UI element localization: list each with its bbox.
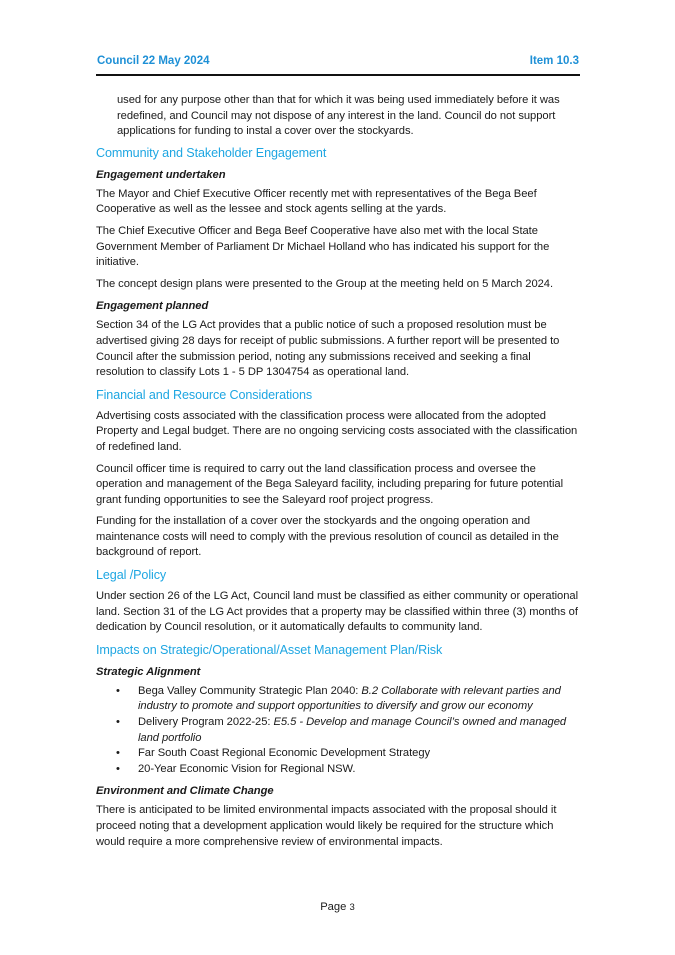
environment-heading: Environment and Climate Change <box>96 785 274 798</box>
list-item-text: Bega Valley Community Strategic Plan 2040: <box>138 684 362 697</box>
paragraph: There is anticipated to be limited environmental impacts associated with the proposal should it proceed noting that a development application would likely be required for the structure which would require a more comprehensive review of environmental impacts. <box>96 804 557 848</box>
list-item-text: Delivery Program 2022-25: <box>138 716 274 729</box>
paragraph: Funding for the installation of a cover over the stockyards and the ongoing operation and maintenance costs will need to comply with the previous resolution of council as detailed in the background of report. <box>96 515 559 559</box>
paragraph: The Chief Executive Officer and Bega Beef Cooperative have also met with the local State Government Member of Parliament Dr Michael Holland who has indicated his support for the initiative. <box>96 224 550 269</box>
community-engagement-heading: Community and Stakeholder Engagement <box>96 145 327 160</box>
page-header <box>96 54 580 76</box>
list-item <box>96 746 580 762</box>
list-item <box>96 715 580 746</box>
strategic-alignment-heading: Strategic Alignment <box>96 665 201 678</box>
paragraph: Under section 26 of the LG Act, Council land must be classified as either community or operational land. Section 31 of the LG Act provides that a property may be classified within three (3) months of dedication by Council resolution, or it automatically defaults to community land. <box>96 590 579 634</box>
page-number: 3 <box>349 902 355 913</box>
impacts-heading: Impacts on Strategic/Operational/Asset Management Plan/Risk <box>96 642 443 657</box>
bullet-icon: • <box>116 716 120 729</box>
page-label: Page <box>320 901 350 913</box>
paragraph: Council officer time is required to carry out the land classification process and oversee the operation and management of the Bega Saleyard facility, including preparing for future potential grant funding opportunities to see the Saleyard roof project progress. <box>96 462 564 506</box>
report-body <box>96 93 580 856</box>
list-item-italic: B.2 Collaborate with relevant parties and industry to promote and support opportunities to diversify and grow our economy <box>138 684 561 713</box>
bullet-icon: • <box>116 762 120 775</box>
paragraph: The concept design plans were presented to the Group at the meeting held on 5 March 2024. <box>96 277 554 290</box>
paragraph: Section 34 of the LG Act provides that a public notice of such a proposed resolution must be advertised giving 28 days for receipt of public submissions. A further report will be presented to Council after the submission period, noting any submissions received and seeking a final resolution to classify Lots 1 - 5 DP 1304754 as operational land. <box>96 319 560 379</box>
page-footer <box>0 901 675 913</box>
bullet-icon: • <box>116 684 120 697</box>
list-item-text: 20-Year Economic Vision for Regional NSW. <box>138 762 356 775</box>
bullet-icon: • <box>116 747 120 760</box>
engagement-planned-heading: Engagement planned <box>96 300 209 313</box>
strategic-alignment-list <box>96 684 580 778</box>
list-item <box>96 684 580 715</box>
intro-paragraph: used for any purpose other than that for which it was being used immediately before it was redefined, and Council may not dispose of any interest in the land. Council do not support applications for funding to instal a cover over the stockyards. <box>117 94 560 138</box>
financial-heading: Financial and Resource Considerations <box>96 387 313 402</box>
paragraph: Advertising costs associated with the classification process were allocated from the adopted Property and Legal budget. There are no ongoing servicing costs associated with the classification of redefined land. <box>96 409 578 453</box>
list-item-italic: E5.5 - Develop and manage Council’s owned and managed land portfolio <box>138 716 567 744</box>
engagement-undertaken-heading: Engagement undertaken <box>96 168 226 181</box>
item-number: Item 10.3 <box>529 55 579 67</box>
list-item-text: Far South Coast Regional Economic Development Strategy <box>138 747 431 760</box>
paragraph: The Mayor and Chief Executive Officer recently met with representatives of the Bega Beef Cooperative as well as the lessee and stock agents selling at the yards. <box>96 187 537 216</box>
meeting-date: Council 22 May 2024 <box>97 55 210 67</box>
legal-policy-heading: Legal /Policy <box>96 568 167 583</box>
list-item <box>96 762 580 778</box>
